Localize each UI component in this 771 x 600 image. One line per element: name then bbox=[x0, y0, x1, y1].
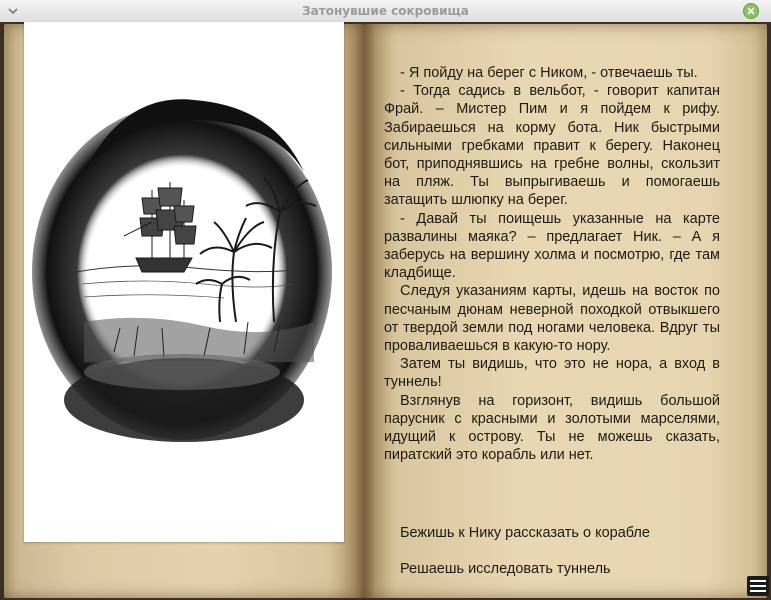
story-paragraph: Взглянув на горизонт, видишь большой парусник с красными и золотыми марселями, идущий к острову. Ты не можешь сказать, пиратский это корабль или нет. bbox=[384, 392, 720, 464]
choice-explore-tunnel[interactable]: Решаешь исследовать туннель bbox=[400, 561, 611, 577]
close-icon bbox=[747, 7, 755, 15]
story-paragraph: - Давай ты поищешь указанные на карте развалины маяка? – предлагает Ник. – А я заберусь на вершину холма и посмотрю, где там кладбище. bbox=[384, 210, 720, 282]
close-button[interactable] bbox=[743, 3, 759, 19]
story-choices bbox=[384, 524, 720, 578]
story-illustration bbox=[24, 22, 344, 542]
hamburger-menu-icon[interactable] bbox=[747, 576, 769, 596]
story-text bbox=[384, 64, 720, 464]
title-bar bbox=[0, 0, 771, 23]
window-title: Затонувшие сокровища bbox=[302, 4, 469, 18]
story-paragraph: Затем ты видишь, что это не нора, а вход в туннель! bbox=[384, 356, 720, 391]
story-paragraph: - Я пойду на берег с Ником, - отвечаешь ты. bbox=[400, 65, 698, 81]
open-book bbox=[0, 22, 771, 600]
book-spine bbox=[355, 24, 375, 598]
choice-run-to-nick[interactable]: Бежишь к Нику рассказать о корабле bbox=[400, 525, 650, 541]
story-paragraph: - Тогда садись в вельбот, - говорит капитан Фрай. – Мистер Пим и я пойдем к рифу. Забираешься на корму бота. Ник быстрыми сильными гребками правит к берегу. Наконец бот, приподнявшись на гребне волны, скользит на пляж. Ты выпрыгиваешь и помогаешь затащить шлюпку на берег. bbox=[384, 83, 720, 209]
story-paragraph: Следуя указаниям карты, идешь на восток по песчаным дюнам неверной походкой отвыкшего от твердой земли под ногами человека. Вдруг ты проваливаешься в какую-то нору. bbox=[384, 283, 720, 355]
